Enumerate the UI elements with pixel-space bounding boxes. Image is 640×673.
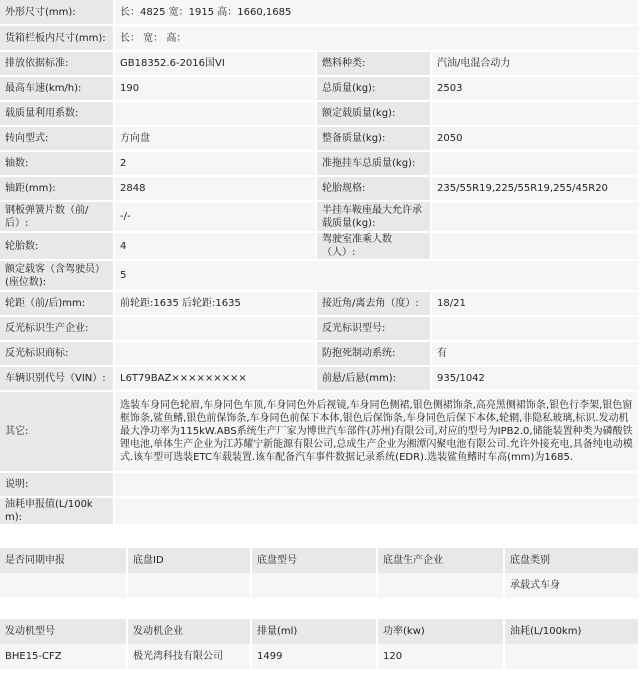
spec-row: [0, 52, 640, 77]
engine-cell: BHE15-CFZ: [0, 644, 128, 669]
spec-label: 排放依据标准:: [0, 52, 115, 77]
spec-value: 4: [115, 233, 317, 261]
spec-value: 190: [115, 77, 317, 102]
chassis-table: [0, 548, 640, 598]
spec-value: 935/1042: [432, 367, 640, 392]
spec-label: 反光标识生产企业:: [0, 317, 115, 342]
spec-label: 钢板弹簧片数（前/后）:: [0, 202, 115, 233]
spec-label: 轮胎规格:: [317, 177, 432, 202]
spec-label: 反光标识商标:: [0, 342, 115, 367]
spec-value: 18/21: [432, 292, 640, 317]
spec-value: 选装车身同色轮眉,车身同色车顶,车身同色外后视镜,车身同色侧裙,银色侧裙饰条,高亮黑侧裙饰条,银色行李架,银色窗框饰条,鲨鱼鳍,银色前保饰条,车身同色前保下本体,银色后保饰条,车身同色后保下本体,轮辋,非隐私玻璃,标识.发动机最大净功率为115kW.ABS系统生产厂家为博世汽车部件(苏州)有限公司,对应的型号为IPB2.0,储能装置种类为磷酸铁锂电池,单体生产企业为江苏耀宁新能源有限公司,总成生产企业为湘潭闪聚电池有限公司.允许外接充电,具备纯电动模式.该车型可选装ETC车载装置.该车配备汽车事件数据记录系统(EDR).选装鲨鱼鳍时车高(mm)为1685.: [115, 392, 640, 473]
engine-header-row: [0, 619, 640, 644]
spec-value: 长： 宽： 高：: [115, 26, 640, 52]
spec-label: 轴距(mm):: [0, 177, 115, 202]
spec-value: GB18352.6-2016国VI: [115, 52, 317, 77]
spec-value: [432, 317, 640, 342]
spec-label: 额定载质量(kg):: [317, 102, 432, 127]
spec-label: 其它:: [0, 392, 115, 473]
spec-value: L6T79BAZ×××××××××: [115, 367, 317, 392]
chassis-cell: [252, 573, 378, 598]
spec-value: 方向盘: [115, 127, 317, 152]
spec-value: 2: [115, 152, 317, 177]
spec-value: 汽油/电混合动力: [432, 52, 640, 77]
spec-label: 反光标识型号:: [317, 317, 432, 342]
spec-row: [0, 233, 640, 261]
spec-value: [115, 473, 640, 498]
chassis-header-cell: 底盘类别: [505, 548, 640, 573]
spec-label: 驾驶室准乘人数（人）:: [317, 233, 432, 261]
spec-row: [0, 473, 640, 498]
spec-value: 有: [432, 342, 640, 367]
engine-header-cell: 发动机企业: [128, 619, 252, 644]
spec-label: 轮距（前/后)mm:: [0, 292, 115, 317]
spec-value: 前轮距:1635 后轮距:1635: [115, 292, 317, 317]
spec-label: 轮胎数:: [0, 233, 115, 261]
engine-data-row: [0, 644, 640, 669]
spec-row: [0, 292, 640, 317]
spec-value: -/-: [115, 202, 317, 233]
spec-label: 燃料种类:: [317, 52, 432, 77]
spec-row: [0, 77, 640, 102]
spec-row: [0, 102, 640, 127]
chassis-header-row: [0, 548, 640, 573]
spec-row: [0, 498, 640, 526]
spec-value: [432, 152, 640, 177]
spec-row: [0, 317, 640, 342]
spec-value: 长：4825 宽：1915 高：1660,1685: [115, 0, 640, 26]
spec-label: 前悬/后悬(mm):: [317, 367, 432, 392]
chassis-header-cell: 底盘型号: [252, 548, 378, 573]
spec-label: 载质量利用系数:: [0, 102, 115, 127]
spec-row: [0, 26, 640, 52]
chassis-cell: [0, 573, 128, 598]
spec-label: 转向型式:: [0, 127, 115, 152]
chassis-header-cell: 是否同期申报: [0, 548, 128, 573]
engine-cell: 120: [378, 644, 505, 669]
engine-header-cell: 发动机型号: [0, 619, 128, 644]
spec-row: [0, 0, 640, 26]
spec-label: 准拖挂车总质量(kg):: [317, 152, 432, 177]
spec-row: [0, 342, 640, 367]
spec-value: [115, 342, 317, 367]
spec-value: 2848: [115, 177, 317, 202]
chassis-header-cell: 底盘ID: [128, 548, 252, 573]
spec-label: 接近角/离去角（度）:: [317, 292, 432, 317]
spec-label: 最高车速(km/h):: [0, 77, 115, 102]
spec-value: 2050: [432, 127, 640, 152]
chassis-data-row: [0, 573, 640, 598]
engine-cell: 极光湾科技有限公司: [128, 644, 252, 669]
spec-value: [432, 202, 640, 233]
chassis-cell: [128, 573, 252, 598]
spec-row: [0, 177, 640, 202]
spec-row: [0, 367, 640, 392]
spec-label: 半挂车鞍座最大允许承载质量(kg):: [317, 202, 432, 233]
spec-row: [0, 261, 640, 292]
spec-value: 235/55R19,225/55R19,255/45R20: [432, 177, 640, 202]
spec-label: 车辆识别代号（VIN）:: [0, 367, 115, 392]
spec-row: [0, 152, 640, 177]
spec-value: [115, 498, 640, 526]
engine-header-cell: 排量(ml): [252, 619, 378, 644]
spec-value: [432, 102, 640, 127]
engine-cell: [505, 644, 640, 669]
spec-label: 说明:: [0, 473, 115, 498]
engine-cell: 1499: [252, 644, 378, 669]
chassis-cell: 承载式车身: [505, 573, 640, 598]
spec-label: 油耗申报值(L/100km):: [0, 498, 115, 526]
spec-label: 防抱死制动系统:: [317, 342, 432, 367]
spec-row: [0, 127, 640, 152]
spec-value: 2503: [432, 77, 640, 102]
spec-row: [0, 392, 640, 473]
engine-header-cell: 功率(kw): [378, 619, 505, 644]
spec-value: [432, 233, 640, 261]
spec-label: 整备质量(kg):: [317, 127, 432, 152]
spec-label: 货箱栏板内尺寸(mm):: [0, 26, 115, 52]
engine-table: [0, 619, 640, 669]
spec-label: 轴数:: [0, 152, 115, 177]
spec-row: [0, 202, 640, 233]
spec-value: [115, 317, 317, 342]
chassis-header-cell: 底盘生产企业: [378, 548, 505, 573]
spec-value: [115, 102, 317, 127]
spec-label: 额定载客（含驾驶员）(座位数):: [0, 261, 115, 292]
engine-header-cell: 油耗(L/100km): [505, 619, 640, 644]
chassis-cell: [378, 573, 505, 598]
spec-label: 总质量(kg):: [317, 77, 432, 102]
spec-label: 外形尺寸(mm):: [0, 0, 115, 26]
spec-value: 5: [115, 261, 640, 292]
